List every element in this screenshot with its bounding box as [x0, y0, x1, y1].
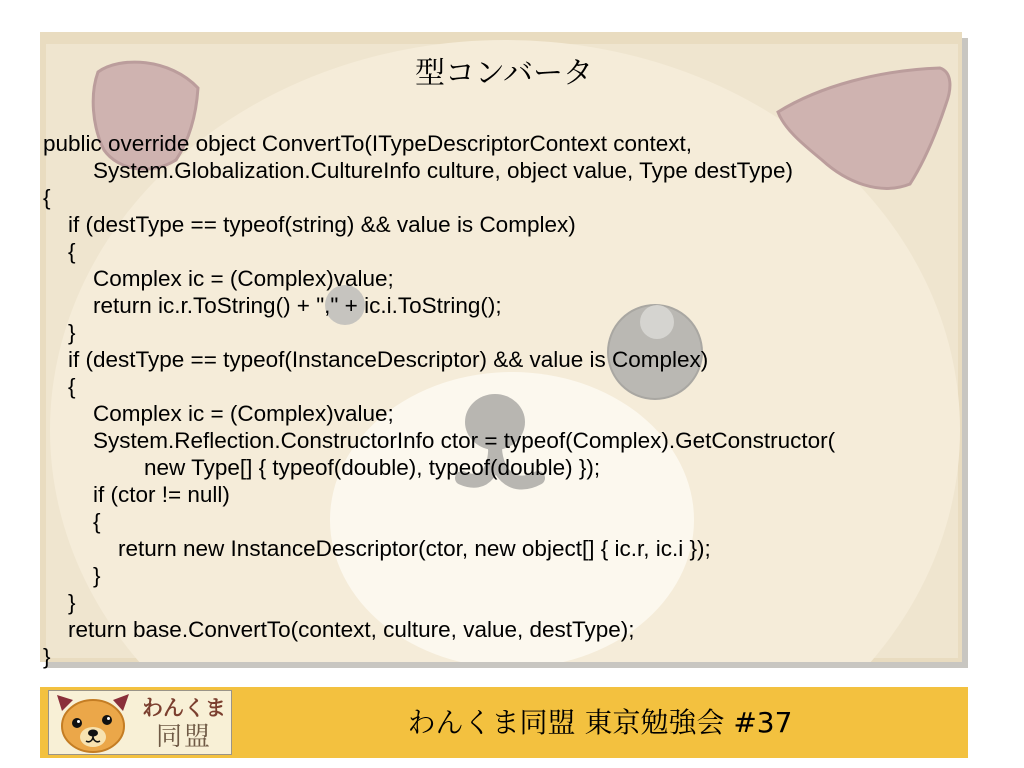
code-line: Complex ic = (Complex)value; [93, 266, 394, 291]
slide-title: 型コンバータ [415, 56, 593, 91]
code-line: if (destType == typeof(string) && value is Complex) [68, 212, 576, 237]
footer-bar [40, 687, 968, 758]
code-line: { [43, 185, 51, 210]
code-line: System.Globalization.CultureInfo culture, object value, Type destType) [93, 158, 793, 183]
bear-face-icon [52, 692, 134, 754]
logo-text-bottom: 同盟 [155, 722, 212, 752]
code-line: } [93, 563, 101, 588]
code-line: return base.ConvertTo(context, culture, value, destType); [68, 617, 635, 642]
code-line: { [68, 374, 76, 399]
code-line: } [68, 590, 76, 615]
code-line: } [43, 644, 51, 669]
code-line: return ic.r.ToString() + "," + ic.i.ToString(); [93, 293, 502, 318]
code-line: { [68, 239, 76, 264]
footer-caption: わんくま同盟 東京勉強会 #37 [407, 706, 793, 739]
code-line: } [68, 320, 76, 345]
code-line: if (ctor != null) [93, 482, 230, 507]
code-line: System.Reflection.ConstructorInfo ctor = typeof(Complex).GetConstructor( [93, 428, 836, 453]
code-line: if (destType == typeof(InstanceDescriptor) && value is Complex) [68, 347, 709, 372]
code-block [43, 130, 835, 670]
code-line: public override object ConvertTo(ITypeDescriptorContext context, [43, 131, 693, 156]
code-line: return new InstanceDescriptor(ctor, new object[] { ic.r, ic.i }); [118, 536, 711, 561]
code-line: { [93, 509, 101, 534]
code-line: new Type[] { typeof(double), typeof(double) }); [144, 455, 601, 480]
wankuma-logo [48, 690, 232, 755]
code-line: Complex ic = (Complex)value; [93, 401, 394, 426]
logo-text-top: わんくま [142, 696, 226, 720]
